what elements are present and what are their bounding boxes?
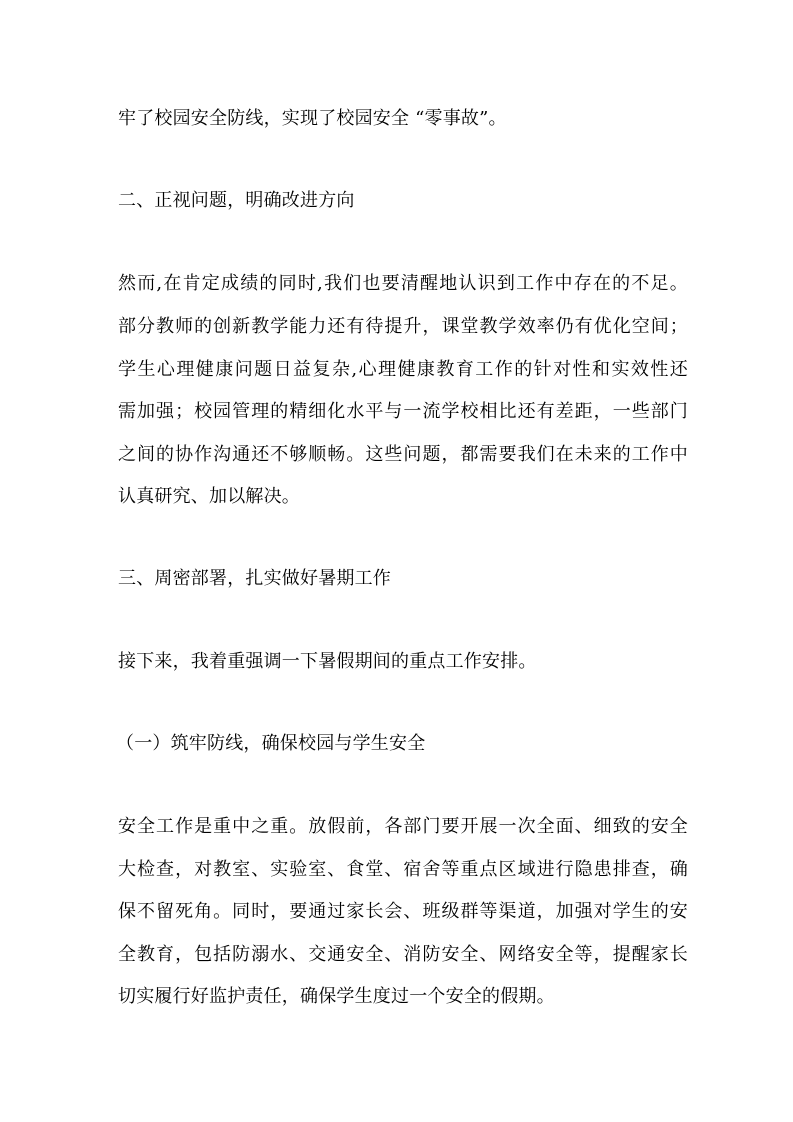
section-2-paragraph-line: 部分教师的创新教学能力还有待提升，课堂教学效率仍有优化空间；: [118, 316, 688, 337]
continuation-line: 牢了校园安全防线，实现了校园安全 “零事故”。: [118, 108, 507, 129]
section-3-intro: 接下来，我着重强调一下暑假期间的重点工作安排。: [118, 651, 537, 672]
section-2-paragraph-line: 学生心理健康问题日益复杂,心理健康教育工作的针对性和实效性还: [118, 359, 688, 380]
subsection-1-paragraph-line: 大检查，对教室、实验室、食堂、宿舍等重点区域进行隐患排查，确: [118, 859, 688, 880]
section-2-paragraph-line: 需加强；校园管理的精细化水平与一流学校相比还有差距，一些部门: [118, 401, 688, 422]
section-2-paragraph-line: 认真研究、加以解决。: [118, 486, 300, 507]
section-2-paragraph-line: 之间的协作沟通还不够顺畅。这些问题，都需要我们在未来的工作中: [118, 444, 688, 465]
section-2-paragraph-line: 然而,在肯定成绩的同时,我们也要清醒地认识到工作中存在的不足。: [118, 273, 688, 294]
subsection-1-paragraph-line: 切实履行好监护责任，确保学生度过一个安全的假期。: [118, 986, 555, 1007]
section-2-heading: 二、正视问题，明确改进方向: [118, 190, 355, 211]
section-3-heading: 三、周密部署，扎实做好暑期工作: [118, 568, 391, 589]
subsection-1-heading: （一）筑牢防线，确保校园与学生安全: [116, 733, 426, 754]
subsection-1-paragraph-line: 全教育，包括防溺水、交通安全、消防安全、网络安全等，提醒家长: [118, 944, 688, 965]
subsection-1-paragraph-line: 安全工作是重中之重。放假前，各部门要开展一次全面、细致的安全: [118, 816, 688, 837]
subsection-1-paragraph-line: 保不留死角。同时，要通过家长会、班级群等渠道，加强对学生的安: [118, 901, 688, 922]
